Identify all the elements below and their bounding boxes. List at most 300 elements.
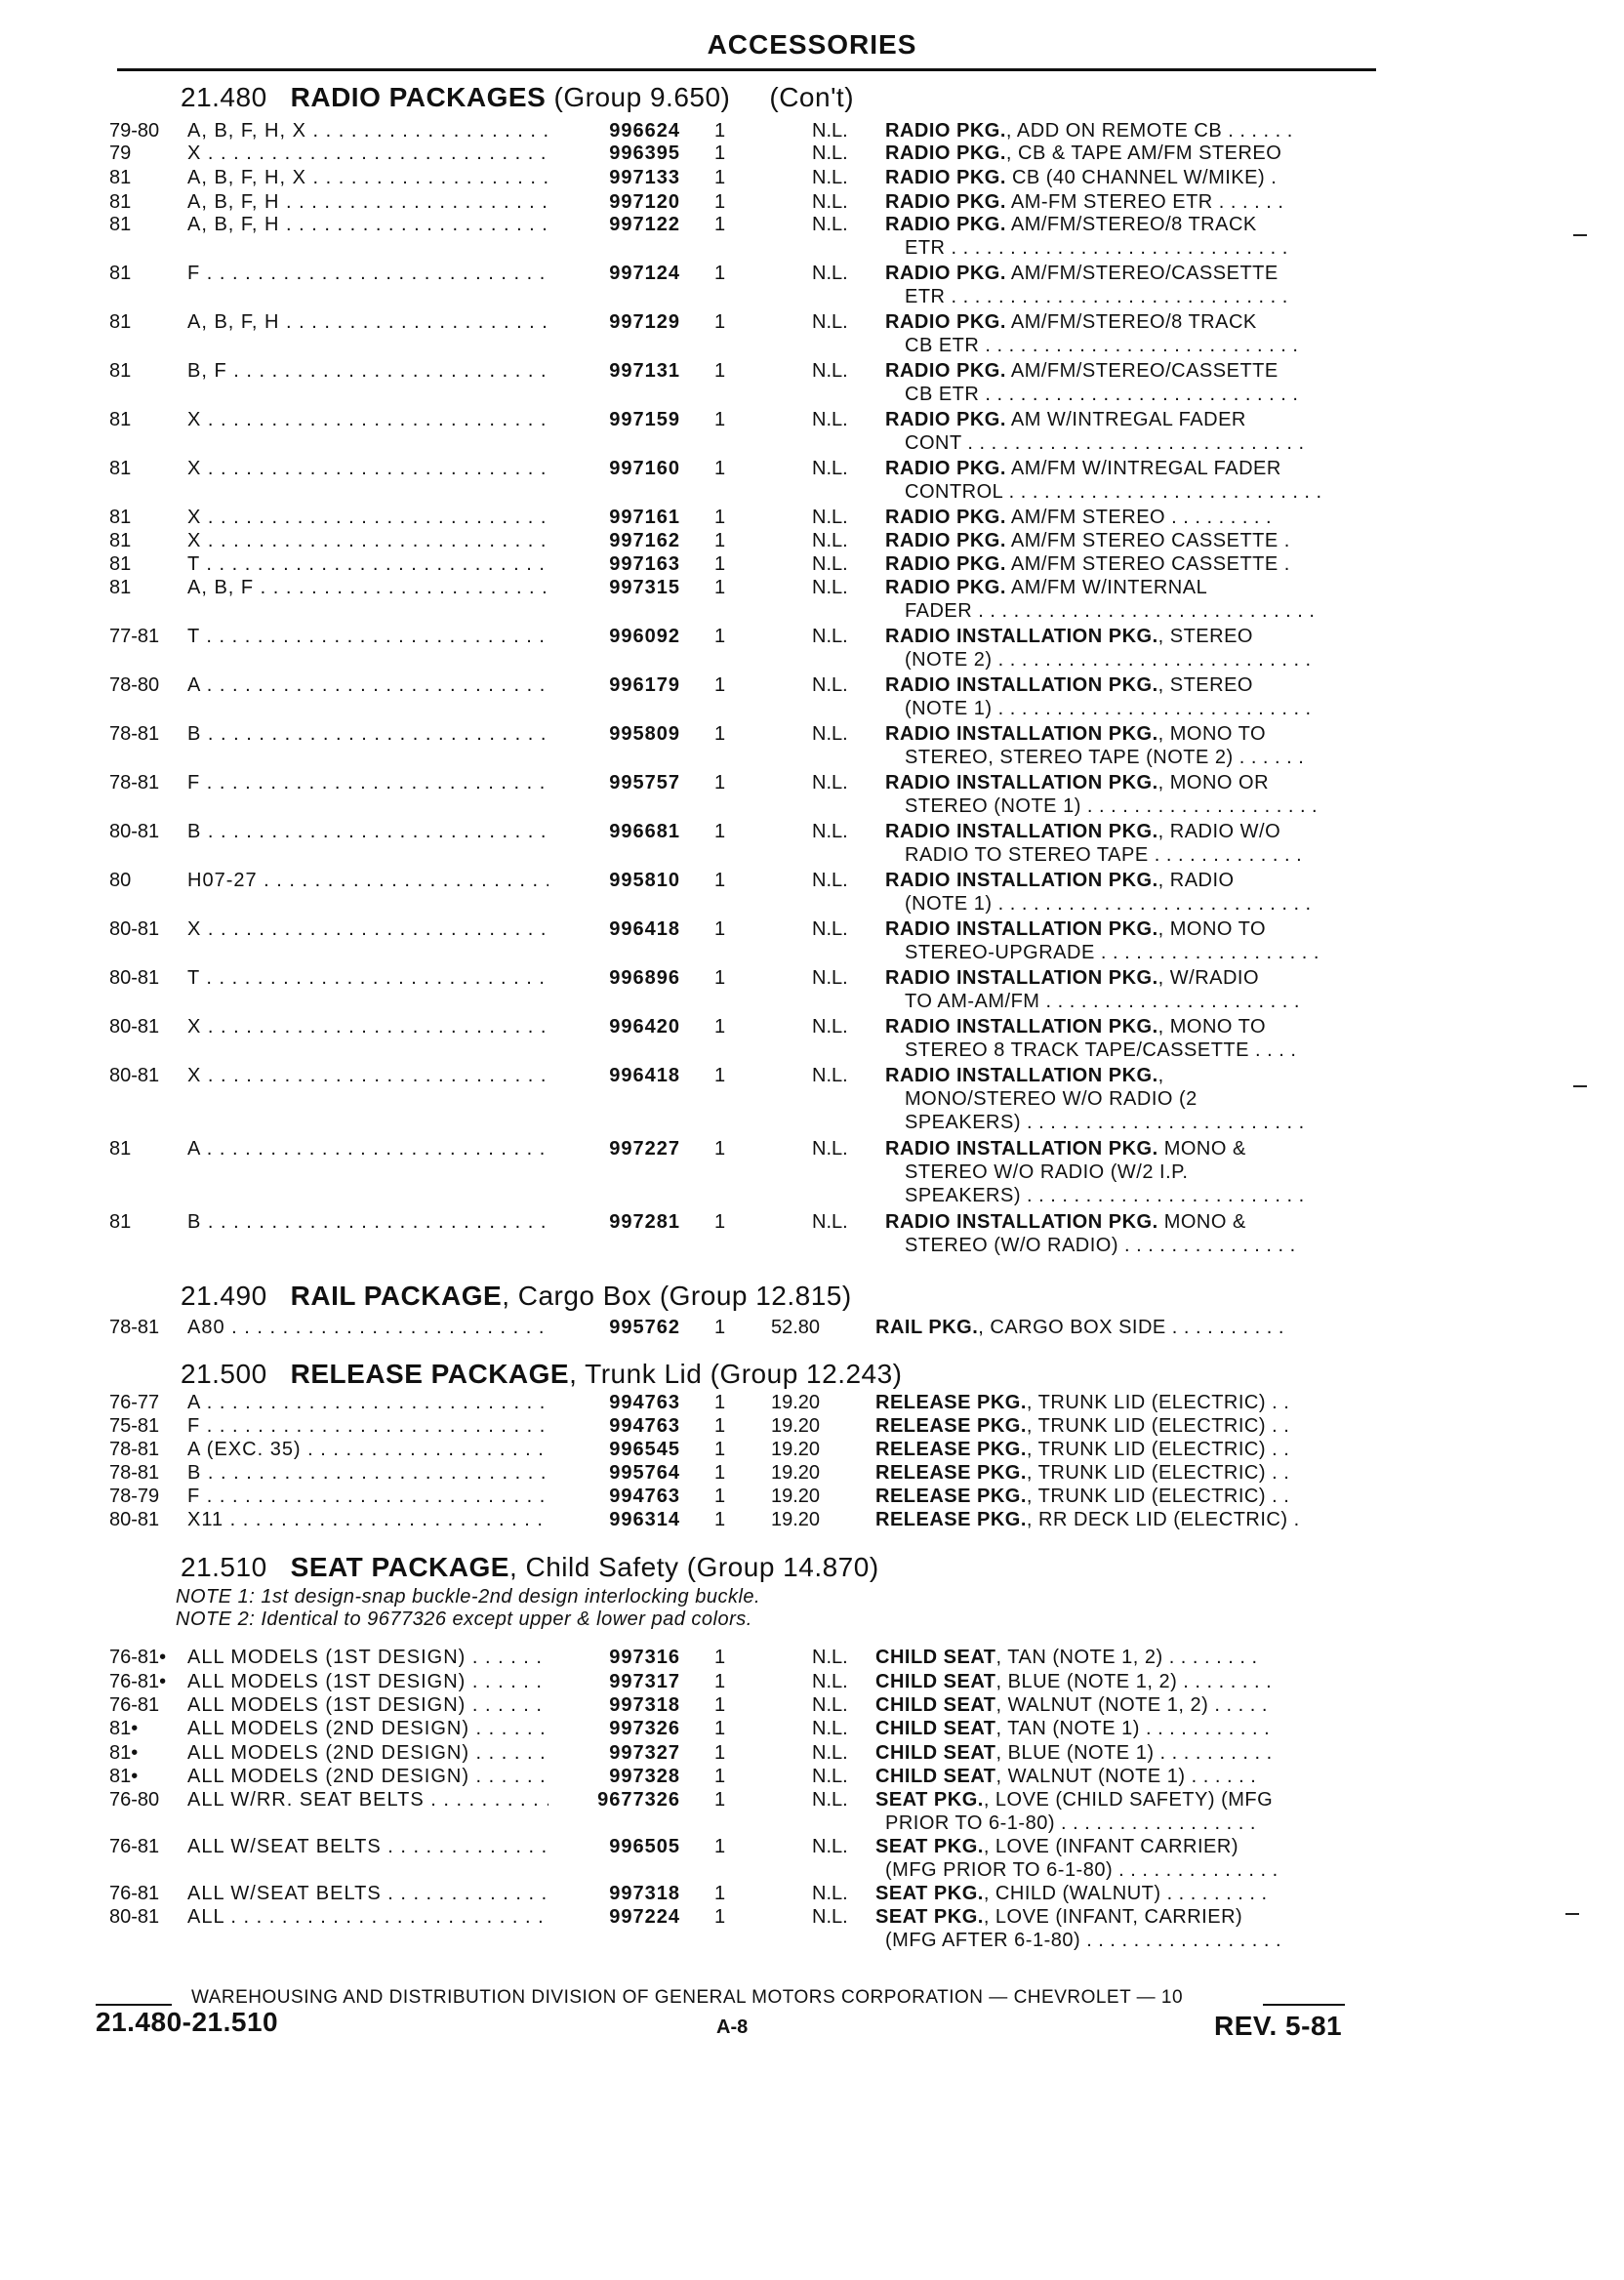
section-name-rest: , Cargo Box (Group 12.815): [502, 1281, 852, 1311]
price: N.L.: [812, 1671, 848, 1692]
price: N.L.: [812, 311, 848, 333]
description-continuation: (MFG PRIOR TO 6-1-80) . . . . . . . . . . . . . .: [885, 1859, 1279, 1881]
model-years: 80-81: [109, 967, 160, 989]
description-keyword: RADIO PKG.: [885, 167, 1006, 188]
section-number: 21.480: [181, 82, 267, 112]
part-number: 997316: [609, 1647, 680, 1668]
part-description: [885, 722, 1490, 746]
part-row: [109, 1064, 1388, 1087]
part-number: 997129: [609, 311, 680, 333]
description-detail: , MONO TO: [1157, 723, 1267, 745]
model-years: 81: [109, 167, 132, 188]
model-codes: ALL W/RR. SEAT BELTS . . .: [187, 1788, 548, 1812]
quantity: 1: [714, 723, 726, 745]
quantity: 1: [714, 674, 726, 696]
part-description: [885, 917, 1490, 941]
model-years: 78-81: [109, 1439, 160, 1460]
description-detail: AM/FM/STEREO/8 TRACK: [1005, 311, 1257, 333]
description-continuation: ETR . . . . . . . . . . . . . . . . . . . . . . . . . . . . .: [905, 237, 1288, 259]
description-keyword: RADIO INSTALLATION PKG.: [885, 1138, 1158, 1160]
part-number: 997122: [609, 214, 680, 235]
part-row: [109, 1788, 1388, 1812]
model-years: 79: [109, 142, 132, 164]
model-years: 76-80: [109, 1789, 160, 1811]
quantity: 1: [714, 1647, 726, 1668]
description-continuation: STEREO 8 TRACK TAPE/CASSETTE . . . .: [905, 1039, 1297, 1061]
part-number: 997224: [609, 1906, 680, 1928]
description-detail: , TRUNK LID (ELECTRIC) . .: [1026, 1462, 1290, 1484]
description-keyword: RELEASE PKG.: [875, 1486, 1027, 1507]
part-row: [109, 1835, 1388, 1858]
model-years: 76-77: [109, 1392, 160, 1413]
description-keyword: RADIO PKG.: [885, 263, 1006, 284]
part-number: 996179: [609, 674, 680, 696]
description-keyword: CHILD SEAT: [875, 1647, 996, 1668]
part-row: [109, 917, 1388, 941]
part-row: [109, 1210, 1388, 1234]
section-name-rest: , Trunk Lid (Group 12.243): [569, 1359, 903, 1389]
part-row: [109, 966, 1388, 990]
description-detail: AM W/INTREGAL FADER: [1005, 409, 1246, 430]
description-keyword: RELEASE PKG.: [875, 1439, 1027, 1460]
description-detail: AM/FM W/INTREGAL FADER: [1005, 458, 1281, 479]
model-codes: ALL MODELS (1ST DESIGN) . . .: [187, 1646, 548, 1669]
part-row: [109, 1693, 1388, 1717]
description-continuation: (NOTE 2) . . . . . . . . . . . . . . . . . . . . . . . . . . .: [905, 649, 1312, 671]
part-number: 997326: [609, 1718, 680, 1739]
description-detail: , TRUNK LID (ELECTRIC) . .: [1026, 1415, 1290, 1437]
quantity: 1: [714, 142, 726, 164]
part-description: [885, 213, 1490, 236]
description-keyword: RELEASE PKG.: [875, 1415, 1027, 1437]
part-number: 994763: [609, 1415, 680, 1437]
part-description: [885, 1210, 1490, 1234]
section-note: NOTE 2: Identical to 9677326 except upper & lower pad colors.: [176, 1608, 752, 1630]
description-continuation: STEREO-UPGRADE . . . . . . . . . . . . . . . . . . .: [905, 942, 1320, 963]
price: N.L.: [812, 1789, 848, 1811]
description-detail: , WALNUT (NOTE 1, 2) . . . . .: [995, 1694, 1268, 1716]
description-keyword: RADIO PKG.: [885, 142, 1006, 164]
quantity: 1: [714, 1789, 726, 1811]
part-row: [109, 1741, 1388, 1765]
part-description: [885, 1064, 1490, 1087]
description-continuation: STEREO, STEREO TAPE (NOTE 2) . . . . . .: [905, 747, 1305, 768]
part-number: 997318: [609, 1694, 680, 1716]
price: N.L.: [812, 577, 848, 598]
price: 19.20: [771, 1509, 821, 1530]
part-row: [109, 142, 1388, 165]
section-name: [291, 1359, 903, 1389]
model-years: 78-79: [109, 1486, 160, 1507]
part-row: [109, 1316, 1388, 1339]
part-row: [109, 722, 1388, 746]
footer-rule-left: [96, 2004, 172, 2006]
part-row: [109, 262, 1388, 285]
part-row: [109, 506, 1388, 529]
model-years: 81: [109, 360, 132, 382]
model-years: 81: [109, 311, 132, 333]
description-detail: CB (40 CHANNEL W/MIKE) .: [1005, 167, 1278, 188]
model-codes: X . . .: [187, 917, 548, 941]
model-codes: B . . .: [187, 820, 548, 843]
part-number: 996314: [609, 1509, 680, 1530]
model-codes: X11 . . .: [187, 1508, 548, 1531]
description-keyword: RADIO PKG.: [885, 191, 1006, 213]
description-keyword: RADIO INSTALLATION PKG.: [885, 967, 1158, 989]
description-detail: AM/FM/STEREO/CASSETTE: [1005, 360, 1279, 382]
part-description: [875, 1717, 1481, 1740]
part-number: 996545: [609, 1439, 680, 1460]
description-continuation: CONT . . . . . . . . . . . . . . . . . . . . . . . . . . . . .: [905, 432, 1305, 454]
price: N.L.: [812, 1016, 848, 1038]
price: N.L.: [812, 1742, 848, 1764]
model-codes: ALL MODELS (2ND DESIGN) . . .: [187, 1717, 548, 1740]
description-keyword: SEAT PKG.: [875, 1906, 984, 1928]
model-codes: T . . .: [187, 625, 548, 648]
description-detail: , CB & TAPE AM/FM STEREO: [1005, 142, 1282, 164]
part-row: [109, 1882, 1388, 1905]
part-description: [885, 457, 1490, 480]
model-years: 80: [109, 870, 132, 891]
description-detail: , LOVE (CHILD SAFETY) (MFG: [983, 1789, 1274, 1811]
model-years: 76-81: [109, 1694, 160, 1716]
part-number: 994763: [609, 1392, 680, 1413]
part-number: 995762: [609, 1317, 680, 1338]
description-detail: , ADD ON REMOTE CB . . . . . .: [1005, 120, 1293, 142]
price: 19.20: [771, 1462, 821, 1484]
model-years: 76-81: [109, 1883, 160, 1904]
model-codes: A, B, F, H, X . . .: [187, 119, 548, 142]
part-row: [109, 457, 1388, 480]
price: N.L.: [812, 870, 848, 891]
model-codes: X . . .: [187, 1015, 548, 1038]
part-description: [875, 1646, 1481, 1669]
model-years: 81•: [109, 1742, 139, 1764]
price: 19.20: [771, 1392, 821, 1413]
model-codes: A, B, F, H . . .: [187, 190, 548, 214]
part-row: [109, 1905, 1388, 1929]
model-codes: ALL . . .: [187, 1905, 548, 1929]
section-name-bold: RAIL PACKAGE: [290, 1281, 503, 1311]
part-row: [109, 213, 1388, 236]
header-rule: [117, 68, 1376, 71]
model-codes: B . . .: [187, 1210, 548, 1234]
price: N.L.: [812, 1836, 848, 1857]
price: N.L.: [812, 214, 848, 235]
section-heading: [181, 1359, 903, 1390]
footer-division: WAREHOUSING AND DISTRIBUTION DIVISION OF GENERAL MOTORS CORPORATION — CHEVROLET — 10: [191, 1987, 1184, 2008]
part-row: [109, 820, 1388, 843]
part-row: [109, 552, 1388, 576]
model-codes: B, F . . .: [187, 359, 548, 383]
price: N.L.: [812, 1647, 848, 1668]
model-years: 81•: [109, 1718, 139, 1739]
quantity: 1: [714, 311, 726, 333]
part-number: 997328: [609, 1766, 680, 1787]
section-heading: [181, 1552, 879, 1583]
quantity: 1: [714, 1016, 726, 1038]
part-row: [109, 166, 1388, 189]
part-description: [875, 1693, 1481, 1717]
price: N.L.: [812, 1138, 848, 1160]
description-keyword: RADIO PKG.: [885, 530, 1006, 551]
description-keyword: RADIO PKG.: [885, 360, 1006, 382]
part-number: 995757: [609, 772, 680, 794]
model-codes: A (EXC. 35) . . .: [187, 1438, 548, 1461]
description-keyword: CHILD SEAT: [875, 1671, 996, 1692]
part-number: 996505: [609, 1836, 680, 1857]
description-detail: AM/FM STEREO . . . . . . . . .: [1005, 507, 1273, 528]
part-description: [885, 966, 1490, 990]
model-codes: ALL MODELS (1ST DESIGN) . . .: [187, 1670, 548, 1693]
part-number: 996896: [609, 967, 680, 989]
part-description: [885, 408, 1490, 431]
model-years: 78-81: [109, 772, 160, 794]
description-keyword: RADIO PKG.: [885, 214, 1006, 235]
model-codes: A . . .: [187, 1391, 548, 1414]
description-keyword: RELEASE PKG.: [875, 1462, 1027, 1484]
description-keyword: RAIL PKG.: [875, 1317, 979, 1338]
description-keyword: RADIO PKG.: [885, 120, 1006, 142]
section-name-bold: SEAT PACKAGE: [290, 1552, 509, 1582]
quantity: 1: [714, 1211, 726, 1233]
description-detail: , TRUNK LID (ELECTRIC) . .: [1026, 1392, 1290, 1413]
price: N.L.: [812, 507, 848, 528]
description-detail: , MONO OR: [1157, 772, 1270, 794]
description-detail: , BLUE (NOTE 1) . . . . . . . . . .: [995, 1742, 1273, 1764]
part-number: 997162: [609, 530, 680, 551]
part-row: [109, 1391, 1388, 1414]
model-years: 81: [109, 507, 132, 528]
model-years: 76-81: [109, 1836, 160, 1857]
quantity: 1: [714, 1742, 726, 1764]
description-continuation: STEREO (W/O RADIO) . . . . . . . . . . . . . . .: [905, 1235, 1296, 1256]
description-keyword: SEAT PKG.: [875, 1883, 984, 1904]
section-name-bold: RADIO PACKAGES: [290, 82, 547, 112]
model-codes: ALL MODELS (1ST DESIGN) . . .: [187, 1693, 548, 1717]
price: N.L.: [812, 821, 848, 842]
description-continuation: (NOTE 1) . . . . . . . . . . . . . . . . . . . . . . . . . . .: [905, 698, 1312, 719]
part-description: [885, 142, 1490, 165]
description-detail: , CHILD (WALNUT) . . . . . . . . .: [983, 1883, 1268, 1904]
part-description: [875, 1461, 1481, 1485]
part-description: [885, 506, 1490, 529]
section-name-rest: , Child Safety (Group 14.870): [508, 1552, 879, 1582]
part-row: [109, 1646, 1388, 1669]
description-keyword: CHILD SEAT: [875, 1694, 996, 1716]
part-row: [109, 1508, 1388, 1531]
price: N.L.: [812, 626, 848, 647]
model-years: 81: [109, 1138, 132, 1160]
description-detail: , TAN (NOTE 1) . . . . . . . . . . .: [995, 1718, 1271, 1739]
model-codes: A . . .: [187, 1137, 548, 1160]
model-years: 78-80: [109, 674, 160, 696]
quantity: 1: [714, 167, 726, 188]
description-detail: AM/FM/STEREO/CASSETTE: [1005, 263, 1279, 284]
model-codes: F . . .: [187, 1485, 548, 1508]
model-years: 75-81: [109, 1415, 160, 1437]
model-codes: F . . .: [187, 262, 548, 285]
model-codes: F . . .: [187, 1414, 548, 1438]
part-number: 996092: [609, 626, 680, 647]
description-detail: , BLUE (NOTE 1, 2) . . . . . . . .: [995, 1671, 1273, 1692]
description-detail: , TRUNK LID (ELECTRIC) . .: [1026, 1439, 1290, 1460]
model-years: 80-81: [109, 1065, 160, 1086]
description-detail: , CARGO BOX SIDE . . . . . . . . . .: [978, 1317, 1284, 1338]
price: N.L.: [812, 1211, 848, 1233]
part-row: [109, 576, 1388, 599]
part-description: [885, 119, 1490, 142]
model-years: 80-81: [109, 1509, 160, 1530]
part-number: 995809: [609, 723, 680, 745]
part-description: [875, 1765, 1481, 1788]
part-row: [109, 1015, 1388, 1038]
part-description: [875, 1508, 1481, 1531]
part-row: [109, 529, 1388, 552]
description-detail: ,: [1157, 1065, 1164, 1086]
description-keyword: RADIO INSTALLATION PKG.: [885, 821, 1158, 842]
model-years: 80-81: [109, 821, 160, 842]
model-codes: ALL MODELS (2ND DESIGN) . . .: [187, 1765, 548, 1788]
quantity: 1: [714, 263, 726, 284]
model-years: 81: [109, 1211, 132, 1233]
part-number: 997315: [609, 577, 680, 598]
model-codes: X . . .: [187, 1064, 548, 1087]
margin-mark: [1573, 1085, 1587, 1087]
description-detail: , MONO TO: [1157, 1016, 1267, 1038]
description-keyword: RADIO INSTALLATION PKG.: [885, 918, 1158, 940]
part-row: [109, 771, 1388, 794]
part-description: [885, 673, 1490, 697]
quantity: 1: [714, 870, 726, 891]
description-continuation: CONTROL . . . . . . . . . . . . . . . . . . . . . . . . . . .: [905, 481, 1322, 503]
footer-revision: REV. 5-81: [1214, 2011, 1343, 2041]
margin-mark: [1565, 1913, 1579, 1915]
description-detail: , TAN (NOTE 1, 2) . . . . . . . .: [995, 1647, 1258, 1668]
model-codes: T . . .: [187, 552, 548, 576]
part-description: [885, 190, 1490, 214]
model-codes: ALL MODELS (2ND DESIGN) . . .: [187, 1741, 548, 1765]
part-description: [875, 1414, 1481, 1438]
description-continuation: TO AM-AM/FM . . . . . . . . . . . . . . . . . . . . . .: [905, 991, 1300, 1012]
model-codes: ALL W/SEAT BELTS . . .: [187, 1835, 548, 1858]
part-description: [885, 310, 1490, 334]
model-years: 79-80: [109, 120, 160, 142]
section-number: 21.490: [181, 1281, 267, 1311]
model-codes: X . . .: [187, 408, 548, 431]
price: 19.20: [771, 1439, 821, 1460]
description-continuation: RADIO TO STEREO TAPE . . . . . . . . . . . . .: [905, 844, 1303, 866]
description-detail: , RR DECK LID (ELECTRIC) .: [1026, 1509, 1300, 1530]
quantity: 1: [714, 458, 726, 479]
part-description: [875, 1485, 1481, 1508]
model-codes: X . . .: [187, 529, 548, 552]
description-detail: , WALNUT (NOTE 1) . . . . . .: [995, 1766, 1257, 1787]
quantity: 1: [714, 1509, 726, 1530]
quantity: 1: [714, 918, 726, 940]
part-number: 996395: [609, 142, 680, 164]
part-number: 997281: [609, 1211, 680, 1233]
section-name-rest: (Group 9.650): [546, 82, 731, 112]
model-codes: A, B, F, H, X . . .: [187, 166, 548, 189]
part-number: 997124: [609, 263, 680, 284]
description-keyword: CHILD SEAT: [875, 1718, 996, 1739]
model-codes: H07-27 . . .: [187, 869, 548, 892]
description-detail: , LOVE (INFANT, CARRIER): [983, 1906, 1243, 1928]
quantity: 1: [714, 1836, 726, 1857]
part-number: 997159: [609, 409, 680, 430]
price: N.L.: [812, 360, 848, 382]
footer-page-number: A-8: [716, 2016, 749, 2038]
model-years: 81: [109, 530, 132, 551]
price: N.L.: [812, 458, 848, 479]
part-description: [885, 262, 1490, 285]
description-continuation: CB ETR . . . . . . . . . . . . . . . . . . . . . . . . . . .: [905, 335, 1299, 356]
part-number: 996418: [609, 918, 680, 940]
description-detail: AM-FM STEREO ETR . . . . . .: [1005, 191, 1284, 213]
part-description: [875, 1882, 1481, 1905]
description-detail: , RADIO: [1157, 870, 1235, 891]
quantity: 1: [714, 1065, 726, 1086]
part-number: 997160: [609, 458, 680, 479]
part-description: [885, 359, 1490, 383]
part-description: [885, 625, 1490, 648]
model-codes: T . . .: [187, 966, 548, 990]
model-years: 81: [109, 577, 132, 598]
description-keyword: SEAT PKG.: [875, 1789, 984, 1811]
part-description: [885, 820, 1490, 843]
part-row: [109, 1670, 1388, 1693]
model-years: 80-81: [109, 1016, 160, 1038]
quantity: 1: [714, 1486, 726, 1507]
description-keyword: RADIO INSTALLATION PKG.: [885, 1211, 1158, 1233]
price: N.L.: [812, 918, 848, 940]
description-continuation: (NOTE 1) . . . . . . . . . . . . . . . . . . . . . . . . . . .: [905, 893, 1312, 915]
price: N.L.: [812, 553, 848, 575]
part-description: [885, 576, 1490, 599]
description-detail: , LOVE (INFANT CARRIER): [983, 1836, 1238, 1857]
part-description: [885, 869, 1490, 892]
part-description: [885, 166, 1490, 189]
section-name: [291, 1552, 879, 1582]
section-number: 21.510: [181, 1552, 267, 1582]
price: N.L.: [812, 1718, 848, 1739]
model-years: 80-81: [109, 1906, 160, 1928]
quantity: 1: [714, 553, 726, 575]
section-heading: [181, 82, 854, 113]
part-row: [109, 869, 1388, 892]
description-detail: , RADIO W/O: [1157, 821, 1281, 842]
part-description: [875, 1438, 1481, 1461]
quantity: 1: [714, 530, 726, 551]
quantity: 1: [714, 821, 726, 842]
model-codes: A80 . . .: [187, 1316, 548, 1339]
part-number: 997227: [609, 1138, 680, 1160]
price: 19.20: [771, 1415, 821, 1437]
description-detail: AM/FM W/INTERNAL: [1005, 577, 1208, 598]
part-description: [875, 1835, 1481, 1858]
section-continued-label: (Con't): [769, 82, 855, 112]
part-number: 994763: [609, 1486, 680, 1507]
part-row: [109, 1461, 1388, 1485]
part-row: [109, 1485, 1388, 1508]
part-row: [109, 1414, 1388, 1438]
model-years: 81: [109, 553, 132, 575]
description-detail: AM/FM/STEREO/8 TRACK: [1005, 214, 1257, 235]
description-detail: MONO &: [1157, 1138, 1246, 1160]
model-codes: F . . .: [187, 771, 548, 794]
price: N.L.: [812, 1065, 848, 1086]
